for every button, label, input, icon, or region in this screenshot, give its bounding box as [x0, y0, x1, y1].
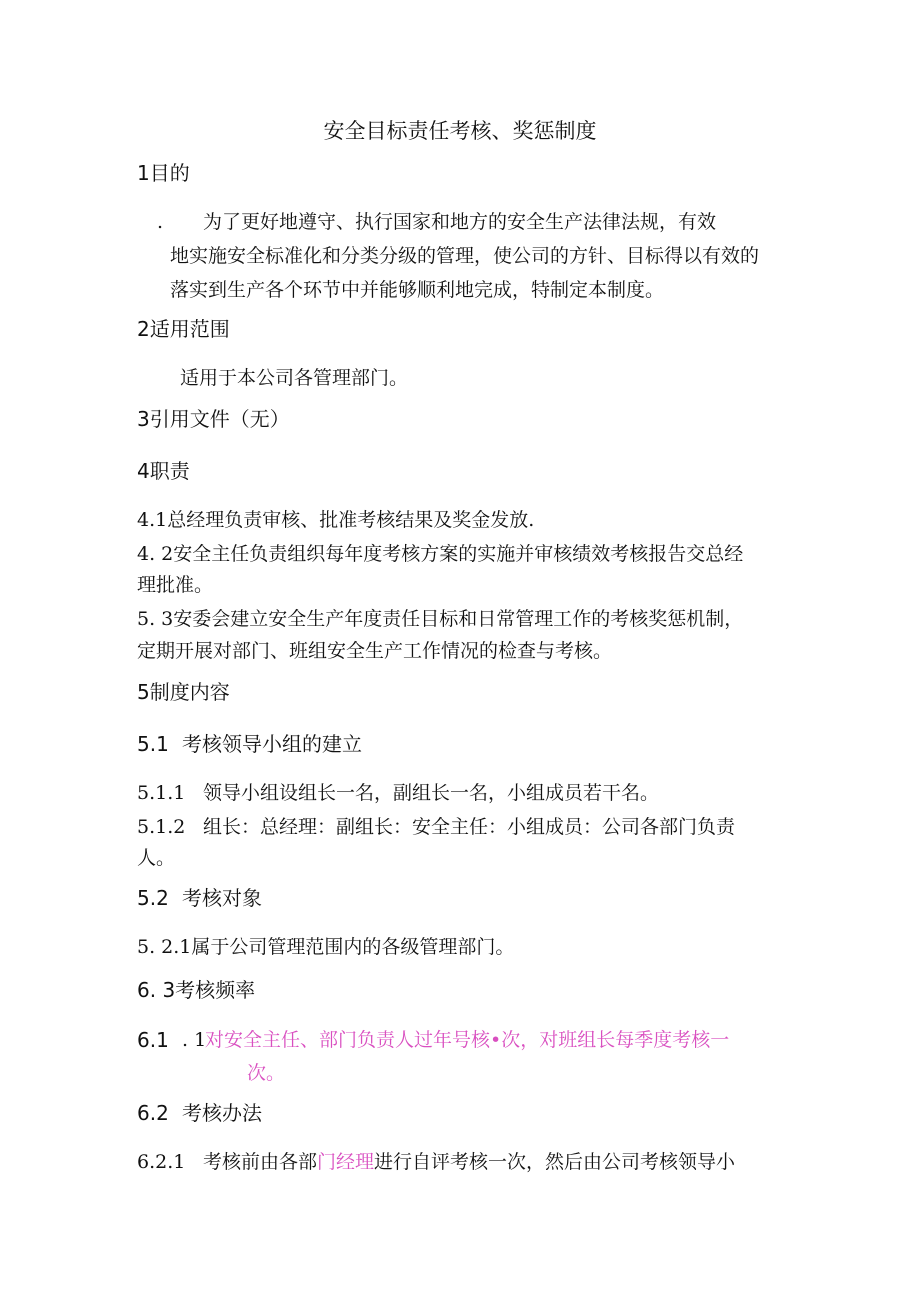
duty-item-3-line-2: 定期开展对部门、班组安全生产工作情况的检查与考核。	[137, 640, 613, 662]
subsection-6-2-title: 考核办法	[182, 1101, 262, 1125]
item-5-1-2-line-2: 人。	[137, 847, 176, 869]
item-6-2-1-number: 6.2.1	[137, 1151, 186, 1173]
section-2-text: 适用于本公司各管理部门。	[180, 367, 409, 389]
section-2-heading: 2适用范围	[137, 317, 230, 341]
subsection-5-1-title: 考核领导小组的建立	[182, 732, 362, 756]
section-1-line-1: 为了更好地遵守、执行国家和地方的安全生产法律法规，有效	[203, 211, 717, 233]
section-1-line-2: 地实施安全标准化和分类分级的管理，使公司的方针、目标得以有效的	[170, 245, 760, 267]
item-6-2-1-part-a: 考核前由各部	[203, 1151, 318, 1173]
section-5-heading: 5制度内容	[137, 680, 230, 704]
duty-item-2-line-1: 4. 2安全主任负责组织每年度考核方案的实施并审核绩效考核报告交总经	[137, 543, 744, 565]
section-4-heading: 4职责	[137, 459, 190, 483]
subsection-5-2-title: 考核对象	[182, 886, 262, 910]
item-5-1-1-text: 领导小组设组长一名，副组长一名，小组成员若干名。	[203, 782, 660, 804]
subsection-5-2-number: 5.2	[137, 886, 169, 910]
section-3-heading: 3引用文件（无）	[137, 407, 290, 431]
duty-item-3-line-1: 5. 3安委会建立安全生产年度责任目标和日常管理工作的考核奖惩机制，	[137, 608, 744, 630]
item-5-1-2-number: 5.1.2	[137, 816, 186, 838]
duty-item-2-line-2: 理批准。	[137, 574, 214, 596]
item-6-2-1-text	[203, 1145, 735, 1179]
subsection-6-2-number: 6.2	[137, 1101, 169, 1125]
subsection-6-1-number: 6.1	[137, 1028, 169, 1052]
item-6-2-1-part-c: 进行自评考核一次，然后由公司考核领导小	[374, 1151, 736, 1173]
subsection-5-1-number: 5.1	[137, 732, 169, 756]
section-6-heading: 6. 3考核频率	[137, 978, 256, 1002]
document-title: 安全目标责任考核、奖惩制度	[323, 119, 597, 143]
section-1-heading: 1目的	[137, 161, 190, 185]
section-1-bullet: .	[157, 211, 164, 233]
item-5-2-1: 5. 2.1属于公司管理范围内的各级管理部门。	[137, 936, 515, 958]
item-6-1-line-2: 次。	[247, 1062, 286, 1084]
item-5-1-1-number: 5.1.1	[137, 782, 186, 804]
duty-item-1: 4.1总经理负责审核、批准考核结果及奖金发放.	[137, 509, 535, 531]
item-6-1-prefix: . 1	[182, 1029, 207, 1051]
item-5-1-2-text: 组长：总经理：副组长：安全主任：小组成员：公司各部门负责	[203, 816, 736, 838]
item-6-2-1-highlight: 门经理	[317, 1151, 375, 1173]
section-1-line-3: 落实到生产各个环节中并能够顺利地完成，特制定本制度。	[170, 279, 665, 301]
item-6-1-text: 对安全主任、部门负责人过年号核•次，对班组长每季度考核一	[205, 1029, 730, 1051]
